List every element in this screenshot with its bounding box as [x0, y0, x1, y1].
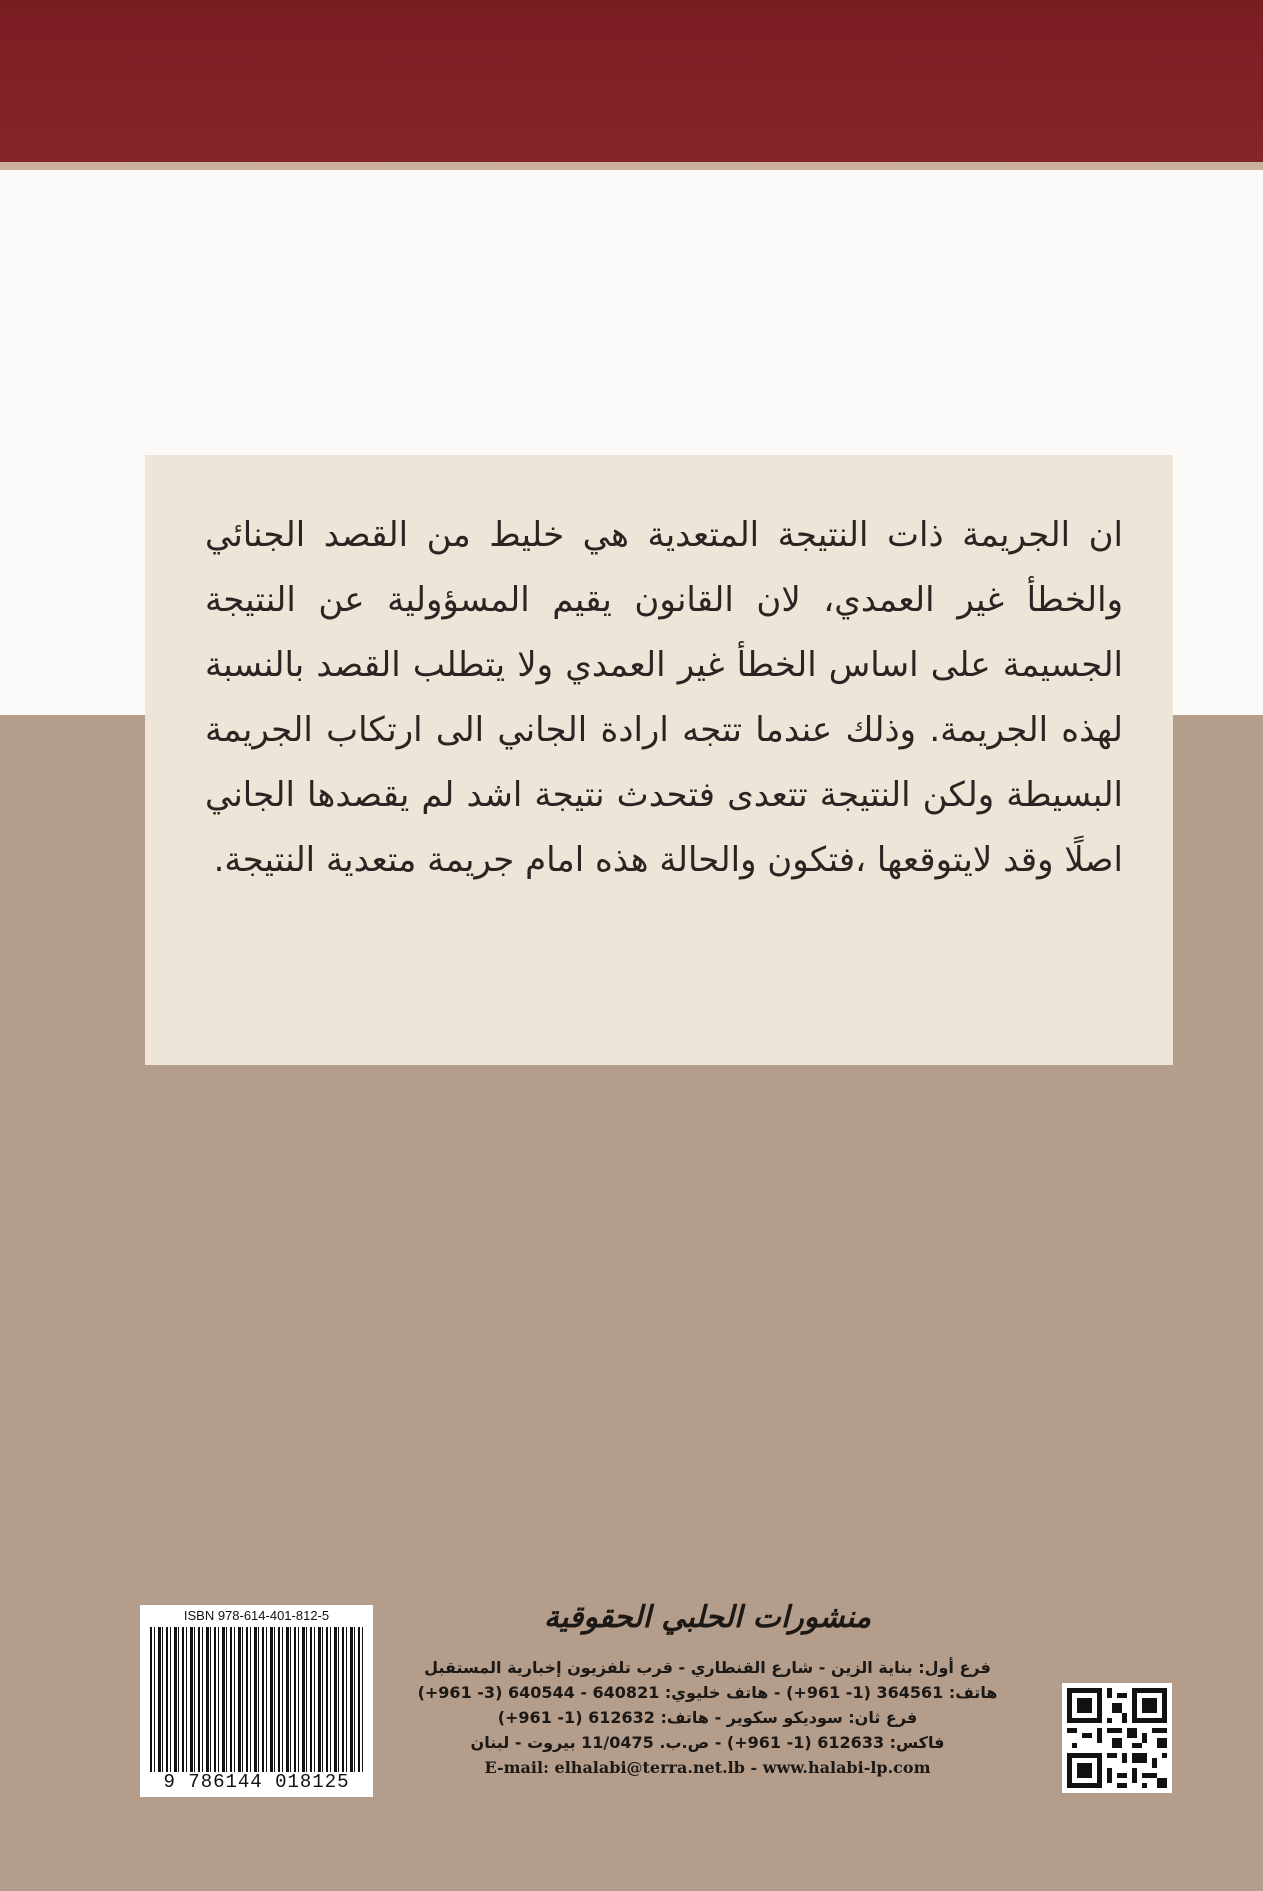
publisher-block — [395, 1600, 1020, 1780]
address-line: هاتف: 364561 (1- 961+) - هاتف خليوي: 640821 - 640544 (3- 961+) — [417, 1683, 998, 1702]
publisher-name: منشورات الحلبي الحقوقية — [543, 1600, 872, 1635]
qr-code — [1062, 1683, 1172, 1793]
barcode-digits: 9 786144 018125 — [163, 1771, 350, 1793]
isbn-label: ISBN 978-614-401-812-5 — [183, 1608, 330, 1623]
email-website-line: E-mail: elhalabi@terra.net.lb - www.halabi-lp.com — [484, 1758, 931, 1777]
address-line: فاكس: 612633 (1- 961+) - ص.ب. 11/0475 بيروت - لبنان — [470, 1733, 945, 1752]
isbn-barcode — [140, 1605, 373, 1797]
barcode-bars — [150, 1627, 363, 1772]
top-color-band — [0, 0, 1263, 170]
blurb-text: ان الجريمة ذات النتيجة المتعدية هي خليط من القصد الجنائي والخطأ غير العمدي، لان القانون يقيم المسؤولية عن النتيجة الجسيمة على اساس الخطأ غير العمدي ولا يتطلب القصد بالنسبة لهذه الجريمة. وذلك عندما تتجه ارادة الجاني الى ارتكاب الجريمة البسيطة ولكن النتيجة تتعدى فتحدث نتيجة اشد لم يقصدها الجاني اصلًا وقد لايتوقعها ،فتكون والحالة هذه امام جريمة متعدية النتيجة. — [205, 515, 1123, 880]
blurb-box — [145, 455, 1173, 1065]
address-line: فرع ثان: سوديكو سكوير - هاتف: 612632 (1- 961+) — [497, 1708, 918, 1727]
top-band-rule — [0, 162, 1263, 170]
address-line: فرع أول: بناية الزين - شارع القنطاري - قرب تلفزيون إخبارية المستقبل — [424, 1658, 991, 1677]
